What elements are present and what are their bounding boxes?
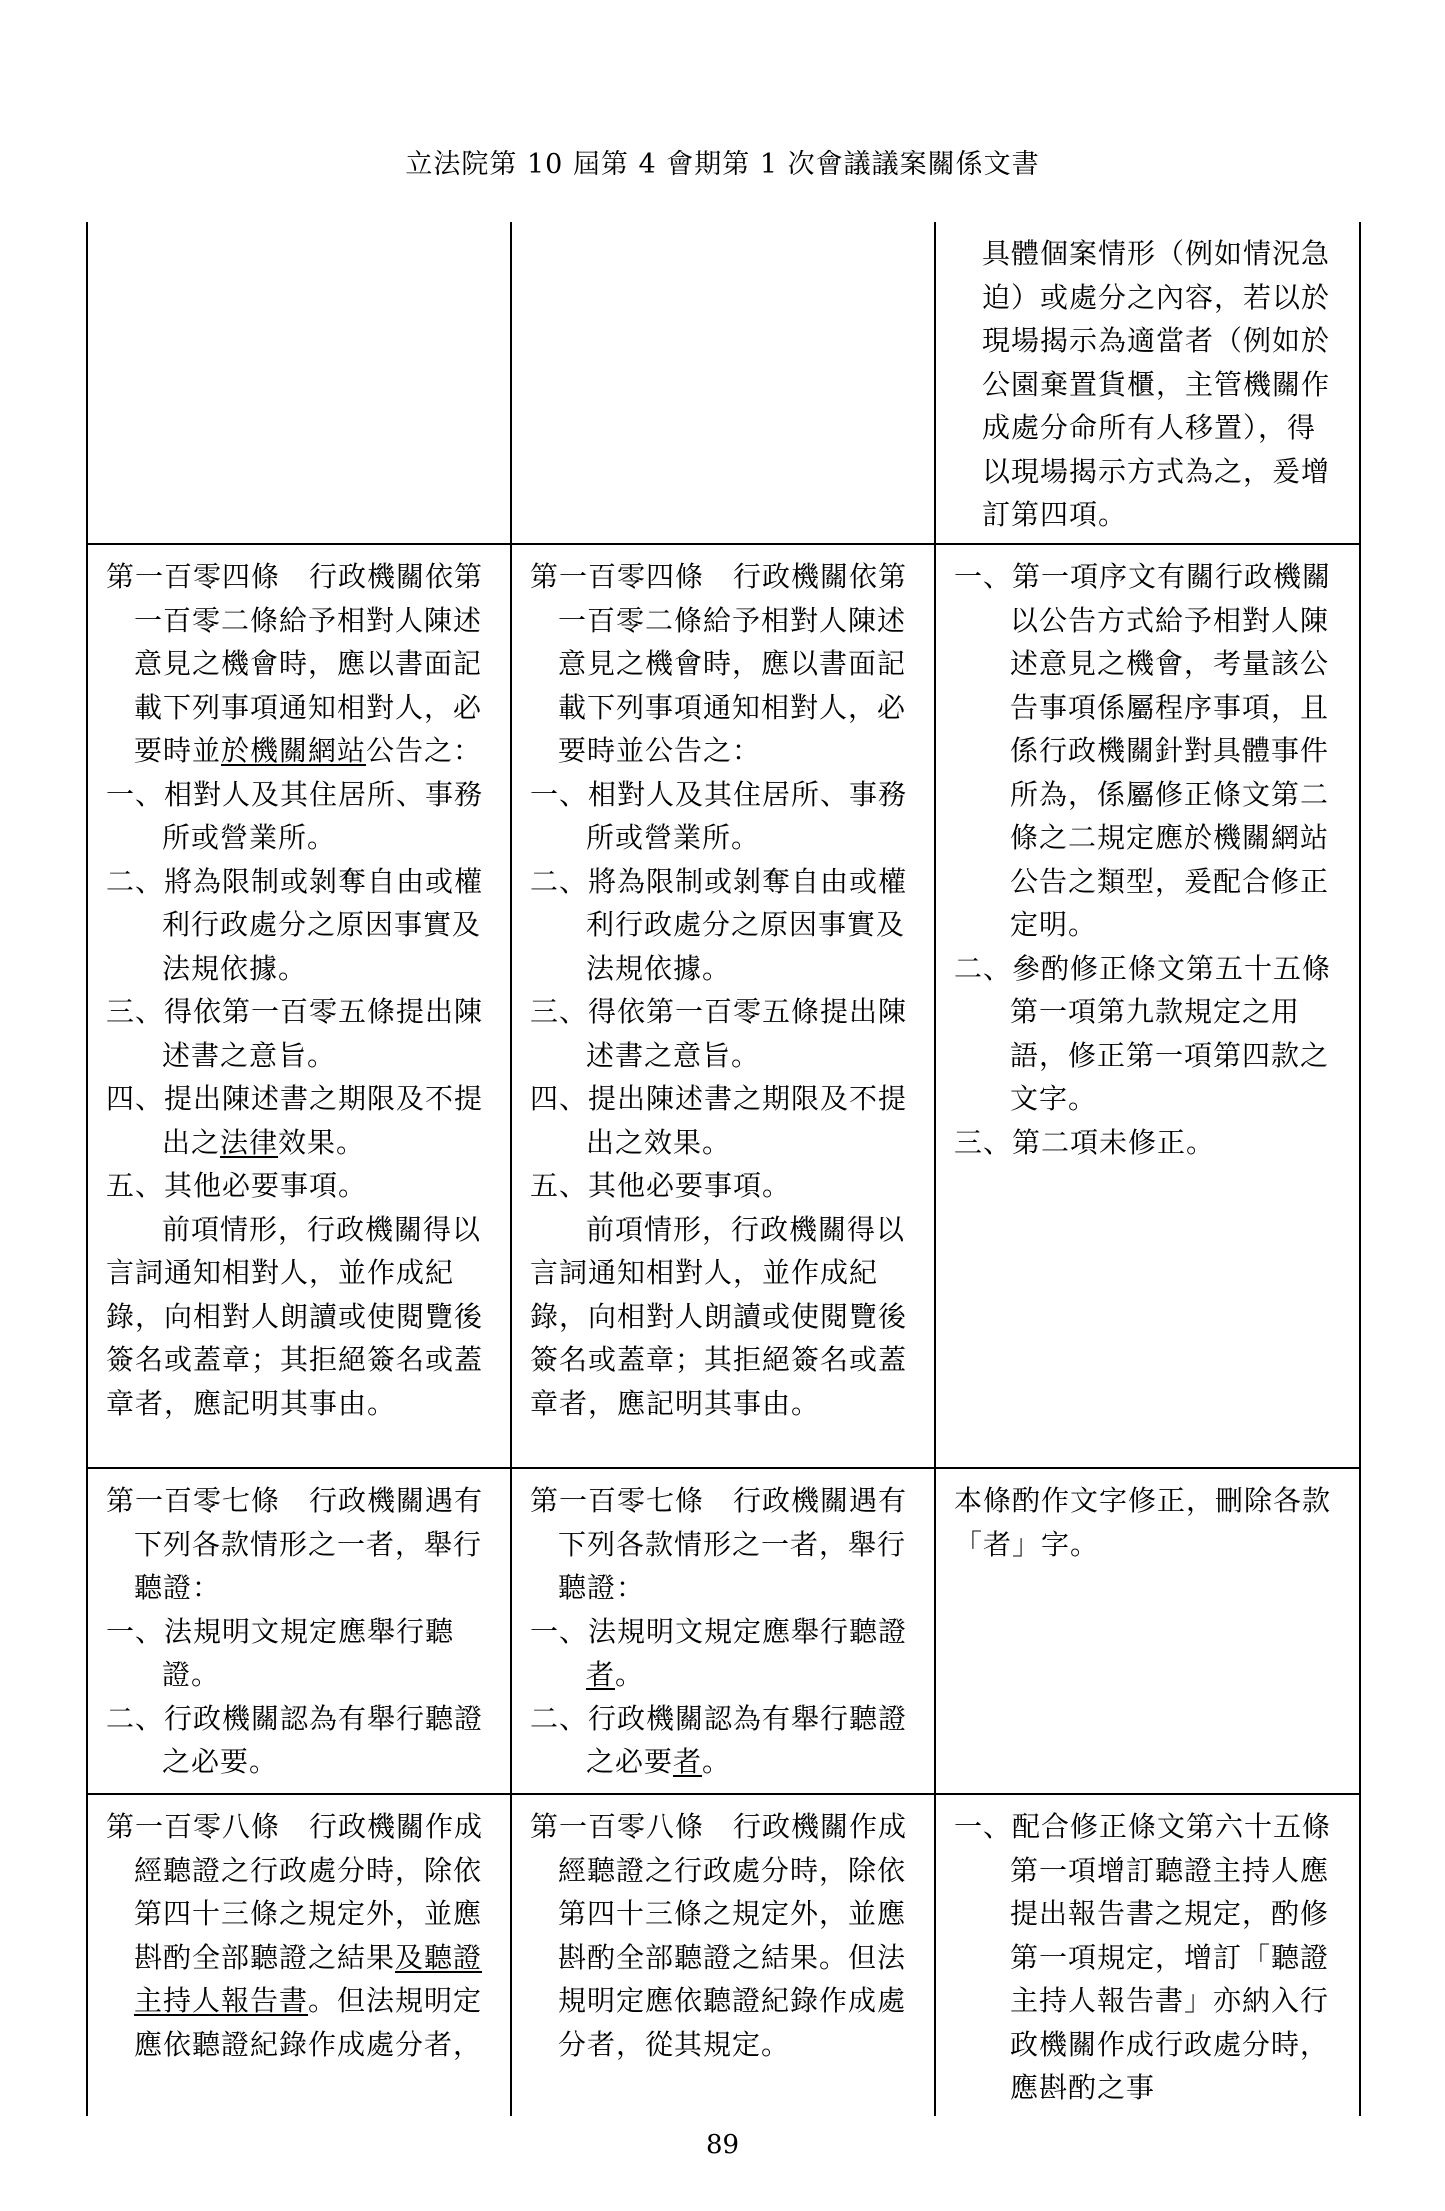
paragraph bbox=[530, 1697, 918, 1784]
text-run: 二、行政機關認為有舉行聽證之必要 bbox=[530, 1701, 908, 1778]
paragraph: 第一百零八條 行政機關作成經聽證之行政處分時，除依第四十三條之規定外，並應斟酌全部聽證之結果。但法規明定應依聽證紀錄作成處分者，從其規定。 bbox=[530, 1810, 908, 2061]
paragraph bbox=[106, 555, 494, 773]
cell bbox=[511, 222, 935, 544]
text-run: 。 bbox=[615, 1658, 645, 1691]
paragraph: 五、其他必要事項。 bbox=[106, 1169, 368, 1202]
paragraph: 第一百零七條 行政機關遇有下列各款情形之一者，舉行聽證： bbox=[530, 1484, 908, 1604]
underlined-text: 者 bbox=[586, 1658, 616, 1691]
table-row bbox=[87, 544, 1360, 1468]
text-run: 四、提出陳述書之期限及不提出之 bbox=[106, 1082, 484, 1159]
paragraph: 二、參酌修正條文第五十五條第一項第九款規定之用語，修正第一項第四款之文字。 bbox=[954, 951, 1332, 1115]
paragraph: 一、第一項序文有關行政機關以公告方式給予相對人陳述意見之機會，考量該公告事項係屬程序事項，且係行政機關針對具體事件所為，係屬修正條文第二條之二規定應於機關網站公告之類型，爰配合修正定明。 bbox=[954, 560, 1332, 941]
paragraph: 具體個案情形（例如情況急迫）或處分之內容，若以於現場揭示為適當者（例如於公園棄置貨櫃，主管機關作成處分命所有人移置），得以現場揭示方式為之，爰增訂第四項。 bbox=[982, 237, 1331, 531]
cell bbox=[511, 1794, 935, 2116]
cell bbox=[511, 1468, 935, 1794]
paragraph: 三、第二項未修正。 bbox=[954, 1125, 1216, 1159]
paragraph: 前項情形，行政機關得以言詞通知相對人，並作成紀錄，向相對人朗讀或使閱覽後簽名或蓋章；其拒絕簽名或蓋章者，應記明其事由。 bbox=[530, 1212, 908, 1420]
paragraph: 本條酌作文字修正，刪除各款「者」字。 bbox=[954, 1484, 1332, 1561]
cell bbox=[935, 1468, 1360, 1794]
paragraph: 第一百零七條 行政機關遇有下列各款情形之一者，舉行聽證： bbox=[106, 1484, 484, 1604]
paragraph: 二、將為限制或剝奪自由或權利行政處分之原因事實及法規依據。 bbox=[106, 864, 484, 985]
text-run: 一、法規明文規定應舉行聽證 bbox=[530, 1614, 908, 1648]
paragraph: 一、相對人及其住居所、事務所或營業所。 bbox=[530, 777, 908, 854]
underlined-text: 法律 bbox=[220, 1125, 279, 1159]
paragraph: 一、法規明文規定應舉行聽證。 bbox=[106, 1614, 455, 1691]
paragraph bbox=[106, 1077, 494, 1164]
text-run: 第一百零八條 行政機關作成經聽證之行政處分時，除依第四十三條之規定外，並應斟酌全部聽證之結果 bbox=[106, 1810, 484, 1974]
paragraph: 三、得依第一百零五條提出陳述書之意旨。 bbox=[530, 995, 908, 1072]
table-row bbox=[87, 222, 1360, 544]
cell bbox=[87, 1468, 511, 1794]
text-run: 公告之： bbox=[366, 734, 483, 767]
table-row bbox=[87, 1794, 1360, 2116]
document-header: 立法院第 10 屆第 4 會期第 1 次會議議案關係文書 bbox=[405, 149, 1040, 180]
paragraph: 前項情形，行政機關得以言詞通知相對人，並作成紀錄，向相對人朗讀或使閱覽後簽名或蓋章；其拒絕簽名或蓋章者，應記明其事由。 bbox=[106, 1212, 484, 1420]
text-run: 第一百零四條 行政機關依第一百零二條給予相對人陳述意見之機會時，應以書面記載下列事項通知相對人，必要時並 bbox=[106, 560, 484, 767]
cell bbox=[87, 1794, 511, 2116]
cell bbox=[87, 544, 511, 1468]
cell bbox=[935, 1794, 1360, 2116]
paragraph bbox=[106, 1805, 494, 2066]
text-run: 。 bbox=[702, 1745, 732, 1778]
paragraph: 二、將為限制或剝奪自由或權利行政處分之原因事實及法規依據。 bbox=[530, 864, 908, 985]
paragraph: 第一百零四條 行政機關依第一百零二條給予相對人陳述意見之機會時，應以書面記載下列事項通知相對人，必要時並公告之： bbox=[530, 560, 908, 767]
cell bbox=[935, 222, 1360, 544]
cell bbox=[87, 222, 511, 544]
cell bbox=[511, 544, 935, 1468]
text-run: 效果。 bbox=[278, 1125, 366, 1159]
page-number: 89 bbox=[705, 2130, 740, 2160]
paragraph bbox=[530, 1610, 918, 1697]
underlined-text: 及聽證主持人報告書 bbox=[134, 1940, 483, 2017]
underlined-text: 於機關網站 bbox=[221, 734, 367, 767]
table-row bbox=[87, 1468, 1360, 1794]
text-run: 。但法規明定應依聽證紀錄作成處分者， bbox=[134, 1984, 483, 2061]
comparison-table bbox=[86, 222, 1361, 2116]
paragraph: 二、行政機關認為有舉行聽證之必要。 bbox=[106, 1701, 484, 1778]
cell bbox=[935, 544, 1360, 1468]
paragraph: 一、相對人及其住居所、事務所或營業所。 bbox=[106, 777, 484, 854]
paragraph: 四、提出陳述書之期限及不提出之效果。 bbox=[530, 1082, 908, 1159]
paragraph: 三、得依第一百零五條提出陳述書之意旨。 bbox=[106, 995, 484, 1072]
paragraph: 五、其他必要事項。 bbox=[530, 1169, 792, 1202]
underlined-text: 者 bbox=[673, 1745, 703, 1778]
paragraph: 一、配合修正條文第六十五條第一項增訂聽證主持人應提出報告書之規定，酌修第一項規定，增訂「聽證主持人報告書」亦納入行政機關作成行政處分時，應斟酌之事 bbox=[954, 1810, 1332, 2104]
